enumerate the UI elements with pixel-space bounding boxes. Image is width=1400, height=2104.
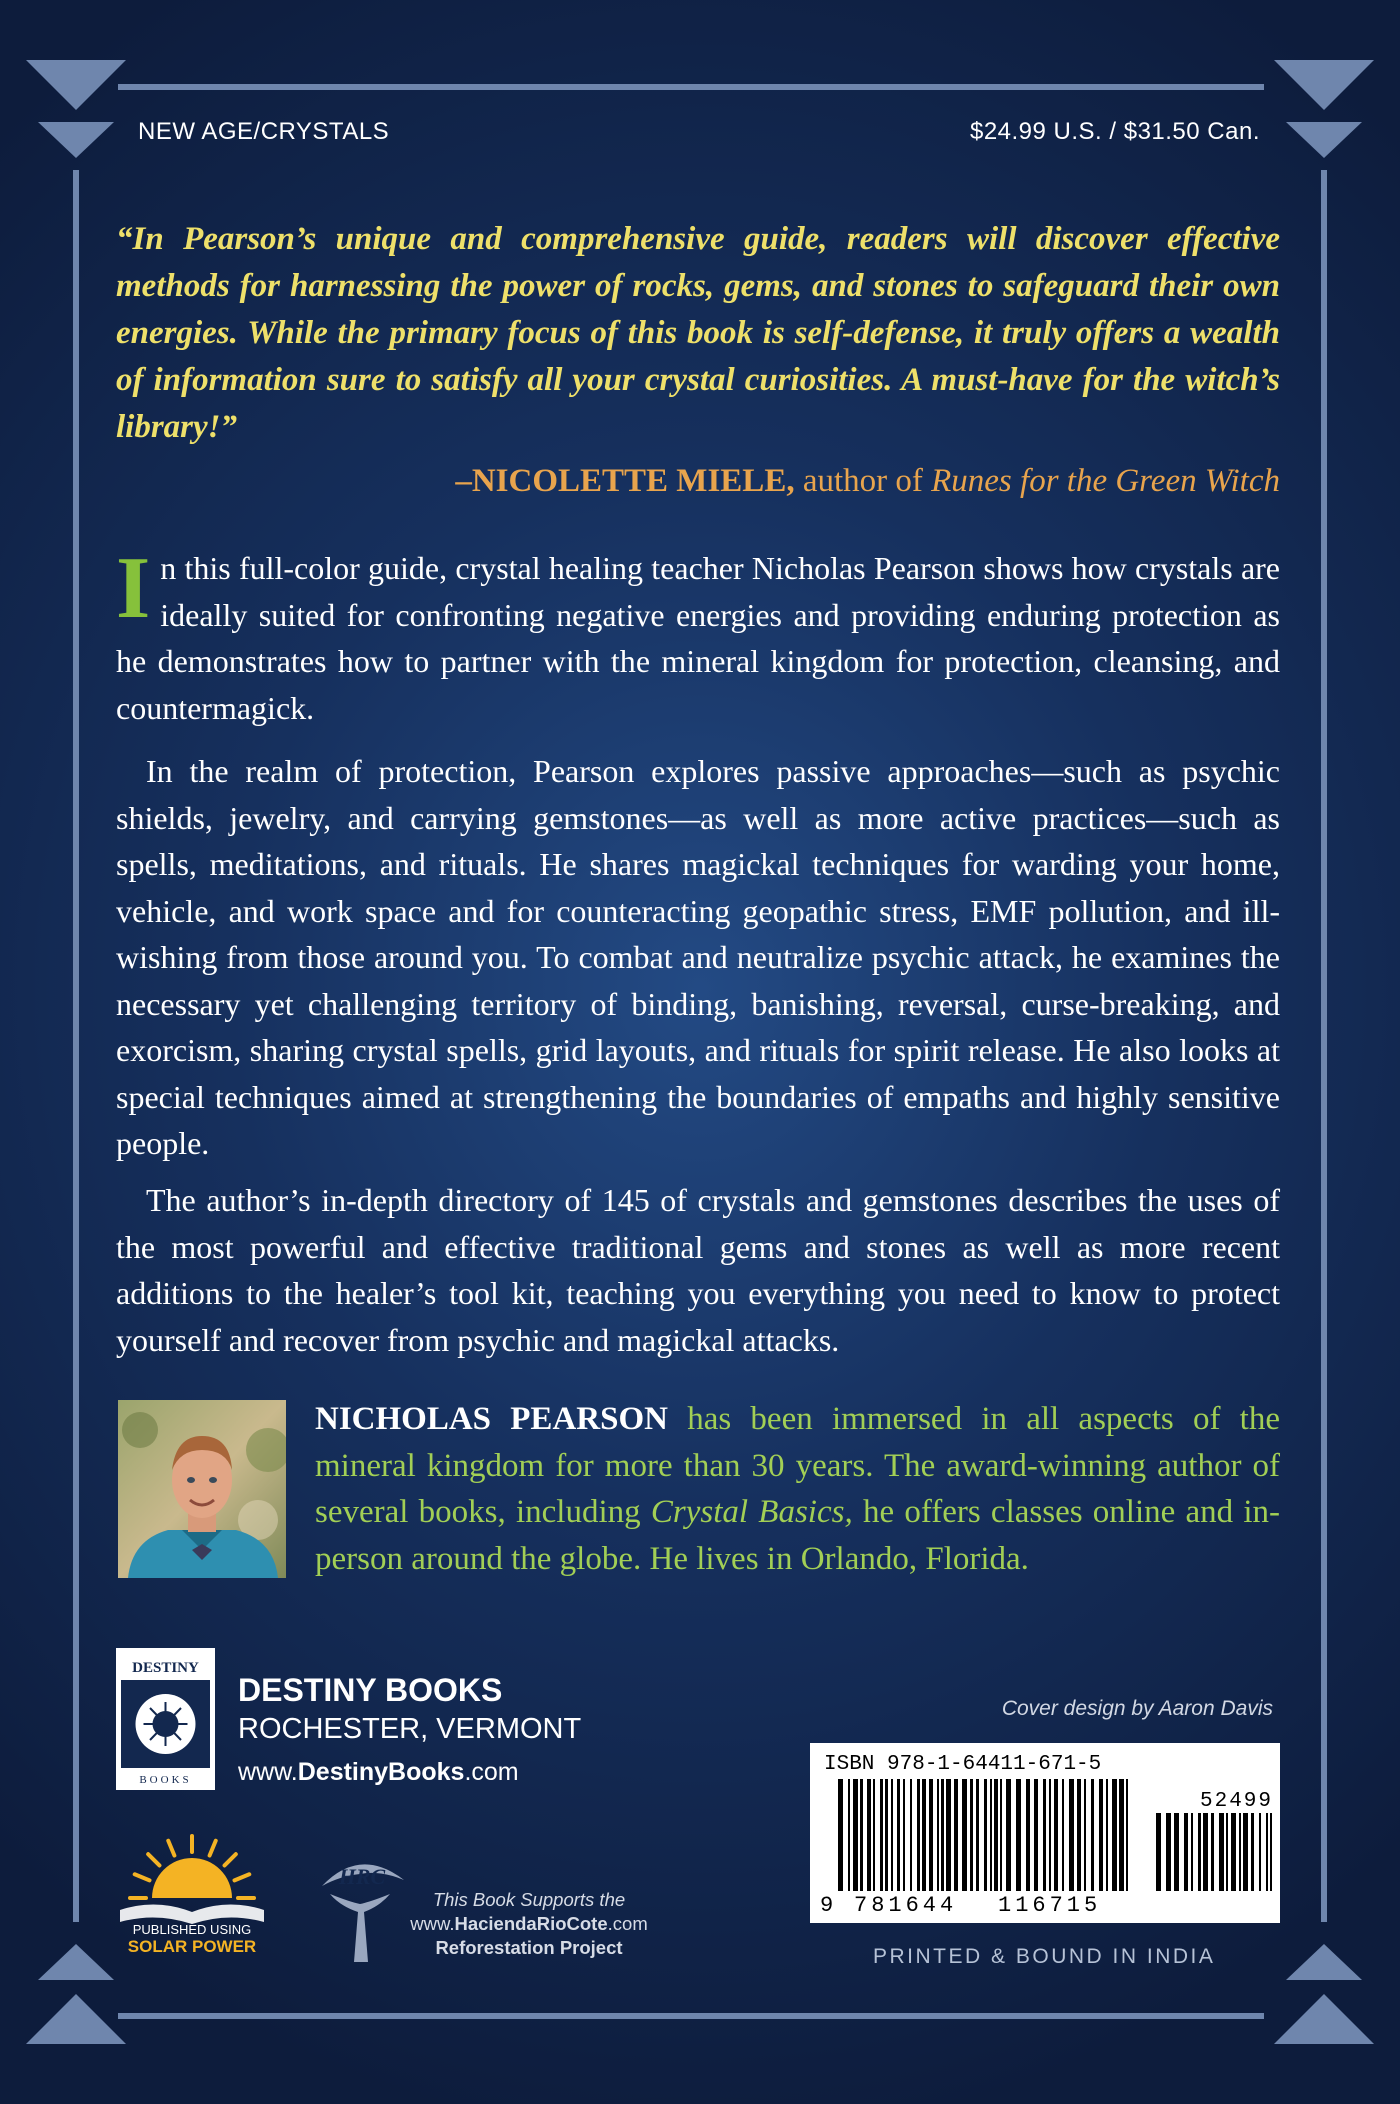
barcode-bar [1026, 1779, 1030, 1891]
publisher-logo [116, 1648, 215, 1790]
author-photo [118, 1400, 286, 1578]
corner-top-left-ornament [26, 60, 126, 160]
hrc-line-3: Reforestation Project [435, 1937, 623, 1958]
printed-in-label: PRINTED & BOUND IN INDIA [873, 1945, 1216, 1968]
bio-book-title: Crystal Basics, [650, 1494, 853, 1530]
barcode-bar [1000, 1779, 1002, 1891]
barcode-bar [946, 1779, 951, 1891]
sun-ray [148, 1854, 159, 1865]
barcode-bar [880, 1779, 883, 1891]
hrc-tree-logo [300, 1850, 420, 1966]
barcode-bar [853, 1779, 858, 1891]
hrc-line-2[interactable] [404, 1912, 654, 1936]
author-bio [315, 1396, 1280, 1582]
barcode-bar [1198, 1813, 1201, 1891]
barcode-bar [1243, 1813, 1248, 1891]
barcode-bar [937, 1779, 939, 1891]
publisher-name: DESTINY BOOKS [238, 1672, 503, 1708]
barcode-bar [1091, 1779, 1094, 1891]
web-prefix: www. [238, 1758, 298, 1786]
barcode-bar [1251, 1813, 1254, 1891]
barcode-bar [1043, 1779, 1046, 1891]
barcode-bar [994, 1779, 998, 1891]
ean-left-digits: 781644 [854, 1893, 958, 1918]
barcode-bar [990, 1779, 992, 1891]
price-code: 52499 [1200, 1790, 1274, 1813]
paragraph-1-text: n this full-color guide, crystal healing teacher Nicholas Pearson shows how crystals are ideally suited for confronting negative energies and providing enduring protection as he demonstrates how to partner with the mineral kingdom for protection, cleansing, and countermagick. [116, 550, 1280, 726]
barcode-bar [1174, 1813, 1179, 1891]
solar-line-2: SOLAR POWER [127, 1937, 257, 1954]
barcode-bar [891, 1779, 893, 1891]
barcode-bar [1112, 1779, 1117, 1891]
barcode-bar [1084, 1779, 1086, 1891]
publisher-location: ROCHESTER, VERMONT [238, 1713, 582, 1745]
hrc-web-suffix: .com [607, 1913, 648, 1934]
frame-right-line [1321, 170, 1327, 1922]
barcode-bar [1156, 1813, 1161, 1891]
hrc-line-1: This Book Supports the [432, 1889, 626, 1910]
hrc-support-text [404, 1888, 654, 1960]
hrc-web-domain: HaciendaRioCote [454, 1913, 608, 1934]
frame-bottom-line [118, 2013, 1264, 2019]
barcode-bar [984, 1779, 987, 1891]
barcode-bar [954, 1779, 958, 1891]
barcode-bar [1259, 1813, 1261, 1891]
barcode-bar [1069, 1779, 1074, 1891]
barcode-bar [1184, 1813, 1188, 1891]
barcode-bar [1270, 1813, 1272, 1891]
logo-top-text: DESTINY [132, 1660, 199, 1676]
web-suffix: .com [464, 1758, 519, 1786]
barcode-bar [1016, 1779, 1021, 1891]
sun-ray [234, 1874, 249, 1880]
barcode-bar [1203, 1813, 1208, 1891]
hrc-logo-text: HRC [338, 1864, 386, 1889]
barcode-bar [1239, 1813, 1241, 1891]
category-label: NEW AGE/CRYSTALS [138, 118, 390, 145]
logo-bottom-text: BOOKS [139, 1774, 192, 1786]
endorsement-quote: “In Pearson’s unique and comprehensive guide, readers will discover effective methods for harnessing the power of rocks, gems, and stones to safeguard their own energies. While the primary focus of this book is self-defense, it truly offers a wealth of information sure to satisfy all your crystal curiosities. A must-have for the witch’s library!” [116, 221, 1280, 445]
corner-bottom-left-ornament [26, 1944, 126, 2044]
barcode-bar [1049, 1779, 1051, 1891]
barcode-bar [885, 1779, 888, 1891]
corner-bottom-right-ornament [1274, 1944, 1374, 2044]
barcode-bar [1211, 1813, 1214, 1891]
barcode-bar [903, 1779, 905, 1891]
barcode-bar [1191, 1813, 1193, 1891]
barcode-bar [976, 1779, 979, 1891]
frame-top-line [118, 84, 1264, 90]
sun-ray [210, 1841, 216, 1856]
attribution-name: –NICOLETTE MIELE, [455, 463, 795, 499]
barcode-bar [1006, 1779, 1011, 1891]
barcode-bar [1126, 1779, 1128, 1891]
sun-ray [135, 1874, 150, 1880]
barcode-bar [848, 1779, 850, 1891]
description-paragraph-2: In the realm of protection, Pearson explores passive approaches—such as psychic shields, jewelry, and carrying gemstones—as well as more active practices—such as spells, meditations, and rituals. He shares magickal techniques for warding your home, vehicle, and work space and for counteracting geopathic stress, EMF pollution, and ill-wishing from those around you. To combat and neutralize psychic attack, he examines the necessary yet challenging territory of binding, banishing, reversal, curse-breaking, and exorcism, sharing crystal spells, grid layouts, and rituals for spirit release. He also looks at special techniques aimed at strengthening the boundaries of empaths and highly sensitive people. [116, 753, 1280, 1161]
solar-power-logo [112, 1832, 272, 1954]
barcode-bar [922, 1779, 926, 1891]
ean-first-digit: 9 [820, 1893, 834, 1918]
description-paragraph-1 [116, 540, 1280, 731]
attribution-book: Runes for the Green Witch [931, 463, 1280, 499]
hrc-web-prefix: www. [410, 1913, 455, 1934]
barcode-bar [1226, 1813, 1228, 1891]
barcode-bar [929, 1779, 933, 1891]
web-domain: DestinyBooks [297, 1758, 465, 1786]
ean-right-digits: 116715 [998, 1893, 1102, 1918]
corner-top-right-ornament [1274, 60, 1374, 160]
solar-line-1: PUBLISHED USING [132, 1922, 252, 1937]
bio-part-1: has been immersed in all aspects of the mineral kingdom for more than 30 years. The award-winning author of several books, including [315, 1401, 1280, 1530]
barcode-bar [970, 1779, 973, 1891]
publisher-website[interactable] [238, 1758, 519, 1787]
attribution-prefix: author of [802, 463, 923, 499]
description-paragraph-3: The author’s in-depth directory of 145 of crystals and gemstones describes the uses of the most powerful and effective traditional gems and stones as well as more recent additions to the healer’s tool kit, teaching you everything you need to know to protect yourself and recover from psychic and magickal attacks. [116, 1182, 1280, 1358]
author-name: NICHOLAS PEARSON [315, 1401, 668, 1437]
isbn-label: ISBN 978-1-64411-671-5 [824, 1753, 1102, 1776]
barcode-bar [873, 1779, 875, 1891]
barcode-bar [1054, 1779, 1058, 1891]
barcode-bar [1166, 1813, 1171, 1891]
barcode-bar [1106, 1779, 1108, 1891]
frame-left-line [73, 170, 79, 1922]
sun-ray [225, 1854, 236, 1865]
barcode-bar [1266, 1813, 1268, 1891]
isbn-barcode [810, 1743, 1280, 1923]
barcode-bar [1219, 1813, 1224, 1891]
barcode-bar [941, 1779, 944, 1891]
barcode-bar [860, 1779, 863, 1891]
cover-design-credit: Cover design by Aaron Davis [1001, 1697, 1273, 1720]
bio-part-2: he offers classes online and in-person around the globe. He lives in Orlando, Florida. [315, 1494, 1281, 1577]
price-label: $24.99 U.S. / $31.50 Can. [969, 118, 1260, 145]
endorsement-attribution [455, 463, 1280, 500]
barcode-bar [867, 1779, 871, 1891]
barcode-bar [962, 1779, 967, 1891]
barcode-bar [897, 1779, 900, 1891]
barcode-bar [1034, 1779, 1038, 1891]
barcode-addon-bars [1156, 1813, 1272, 1891]
sun-ray [168, 1841, 174, 1856]
barcode-bar [910, 1779, 912, 1891]
barcode-bar [1077, 1779, 1081, 1891]
barcode-bar [1099, 1779, 1103, 1891]
barcode-bar [1062, 1779, 1064, 1891]
drop-cap: I [116, 540, 151, 637]
barcode-bar [917, 1779, 920, 1891]
barcode-bar [1119, 1779, 1124, 1891]
barcode-bar [1231, 1813, 1236, 1891]
barcode-bar [838, 1779, 843, 1891]
barcode-main-bars [838, 1779, 1128, 1891]
